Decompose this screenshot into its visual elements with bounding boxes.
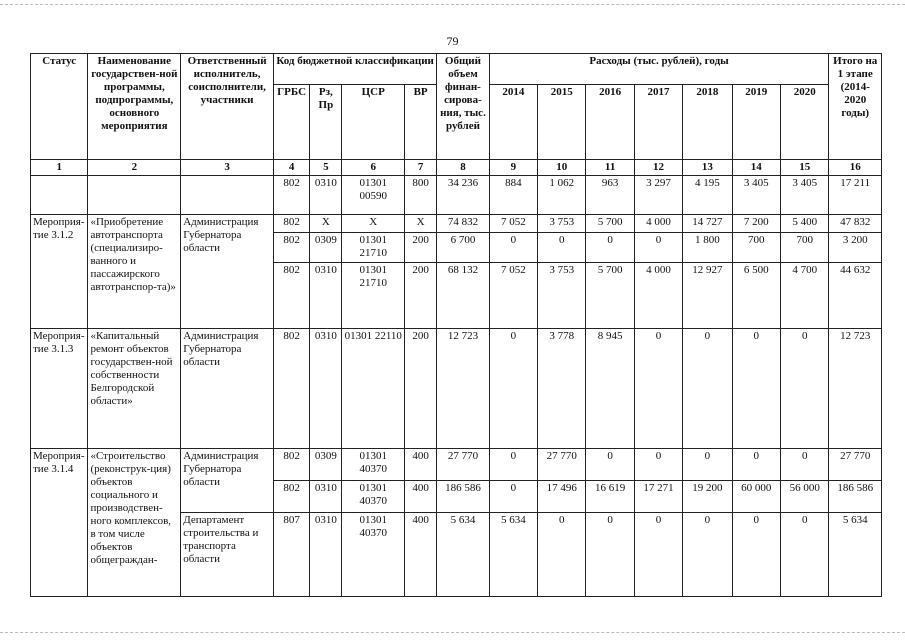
year-cell: 0: [489, 233, 537, 263]
column-number: 13: [683, 160, 732, 176]
budget-table: [30, 53, 882, 597]
year-cell: 60 000: [732, 481, 780, 513]
year-cell: 6 500: [732, 263, 780, 329]
year-cell: 0: [634, 233, 682, 263]
vr-cell: 400: [404, 513, 436, 597]
executor-cell: Администрация Губернатора области: [181, 215, 274, 329]
rz-cell: 0310: [310, 329, 342, 449]
status-cell: Мероприя-тие 3.1.2: [31, 215, 88, 329]
table-row: [31, 449, 882, 481]
year-cell: 16 619: [586, 481, 634, 513]
column-number: 15: [781, 160, 829, 176]
vr-cell: 200: [404, 263, 436, 329]
header-year: 2018: [683, 85, 732, 160]
year-cell: 5 700: [586, 215, 634, 233]
column-number: 2: [88, 160, 181, 176]
stage-total-cell: 3 200: [829, 233, 882, 263]
bottom-dashed-rule: [0, 632, 905, 634]
header-expenses: Расходы (тыс. рублей), годы: [489, 54, 829, 85]
header-program-name: Наименование государствен-ной программы, подпрограммы, основного мероприятия: [88, 54, 181, 160]
year-cell: 5 700: [586, 263, 634, 329]
executor-cell: [181, 176, 274, 215]
year-cell: 0: [781, 449, 829, 481]
year-cell: 14 727: [683, 215, 732, 233]
total-cell: 186 586: [437, 481, 489, 513]
year-cell: 0: [732, 329, 780, 449]
total-cell: 5 634: [437, 513, 489, 597]
column-number: 12: [634, 160, 682, 176]
year-cell: 0: [732, 449, 780, 481]
year-cell: 0: [489, 481, 537, 513]
vr-cell: Х: [404, 215, 436, 233]
rz-cell: 0309: [310, 233, 342, 263]
year-cell: 19 200: [683, 481, 732, 513]
rz-cell: 0309: [310, 449, 342, 481]
header-executor: Ответственный исполнитель, соисполнители, участники: [181, 54, 274, 160]
year-cell: 12 927: [683, 263, 732, 329]
table-row: [31, 176, 882, 215]
header-row-1: [31, 54, 882, 85]
page-number: 79: [446, 34, 459, 48]
year-cell: 27 770: [538, 449, 586, 481]
header-total-volume: Общий объем финан-сирова-ния, тыс. рублей: [437, 54, 489, 160]
program-name-cell: «Строительство (реконструк-ция) объектов социального и производствен-ного комплексов, в том числе объектов общеграждан-: [88, 449, 181, 597]
year-cell: 17 496: [538, 481, 586, 513]
csr-cell: 01301 22110: [342, 329, 405, 449]
year-cell: 0: [538, 513, 586, 597]
total-cell: 34 236: [437, 176, 489, 215]
vr-cell: 400: [404, 449, 436, 481]
rz-cell: 0310: [310, 176, 342, 215]
year-cell: 884: [489, 176, 537, 215]
vr-cell: 200: [404, 233, 436, 263]
total-cell: 27 770: [437, 449, 489, 481]
header-year: 2017: [634, 85, 682, 160]
year-cell: 8 945: [586, 329, 634, 449]
year-cell: 7 052: [489, 215, 537, 233]
year-cell: 0: [781, 329, 829, 449]
year-cell: 3 753: [538, 263, 586, 329]
vr-cell: 200: [404, 329, 436, 449]
rz-cell: 0310: [310, 513, 342, 597]
status-cell: Мероприя-тие 3.1.3: [31, 329, 88, 449]
stage-total-cell: 47 832: [829, 215, 882, 233]
header-vr: ВР: [404, 85, 436, 160]
stage-total-cell: 17 211: [829, 176, 882, 215]
year-cell: 0: [634, 329, 682, 449]
table-row: [31, 215, 882, 233]
stage-total-cell: 44 632: [829, 263, 882, 329]
grbs-cell: 802: [273, 329, 309, 449]
column-number: 3: [181, 160, 274, 176]
year-cell: 3 405: [781, 176, 829, 215]
program-name-cell: «Капитальный ремонт объектов государствен-ной собственности Белгородской области»: [88, 329, 181, 449]
header-year: 2020: [781, 85, 829, 160]
executor-cell: Администрация Губернатора области: [181, 329, 274, 449]
grbs-cell: 802: [273, 481, 309, 513]
column-number: 7: [404, 160, 436, 176]
grbs-cell: 802: [273, 176, 309, 215]
total-cell: 74 832: [437, 215, 489, 233]
column-number: 10: [538, 160, 586, 176]
year-cell: 700: [732, 233, 780, 263]
year-cell: 0: [538, 233, 586, 263]
column-number: 4: [273, 160, 309, 176]
year-cell: 7 200: [732, 215, 780, 233]
status-cell: [31, 176, 88, 215]
header-grbs: ГРБС: [273, 85, 309, 160]
rz-cell: 0310: [310, 481, 342, 513]
year-cell: 5 634: [489, 513, 537, 597]
year-cell: 0: [586, 233, 634, 263]
csr-cell: 01301 21710: [342, 233, 405, 263]
header-year: 2015: [538, 85, 586, 160]
vr-cell: 800: [404, 176, 436, 215]
csr-cell: 01301 00590: [342, 176, 405, 215]
column-number: 14: [732, 160, 780, 176]
grbs-cell: 807: [273, 513, 309, 597]
year-cell: 0: [781, 513, 829, 597]
year-cell: 4 000: [634, 263, 682, 329]
year-cell: 3 753: [538, 215, 586, 233]
column-number: 6: [342, 160, 405, 176]
year-cell: 0: [683, 449, 732, 481]
year-cell: 3 405: [732, 176, 780, 215]
year-cell: 3 778: [538, 329, 586, 449]
grbs-cell: 802: [273, 449, 309, 481]
stage-total-cell: 5 634: [829, 513, 882, 597]
column-number-row: [31, 160, 882, 176]
year-cell: 0: [634, 449, 682, 481]
grbs-cell: 802: [273, 233, 309, 263]
year-cell: 7 052: [489, 263, 537, 329]
column-number: 1: [31, 160, 88, 176]
total-cell: 12 723: [437, 329, 489, 449]
year-cell: 4 000: [634, 215, 682, 233]
header-stage-total: Итого на 1 этапе (2014-2020 годы): [829, 54, 882, 160]
header-year: 2016: [586, 85, 634, 160]
column-number: 8: [437, 160, 489, 176]
year-cell: 17 271: [634, 481, 682, 513]
program-name-cell: «Приобретение автотранспорта (специализиро-ванного и пассажирского автотранспор-та)»: [88, 215, 181, 329]
year-cell: 0: [634, 513, 682, 597]
vr-cell: 400: [404, 481, 436, 513]
stage-total-cell: 186 586: [829, 481, 882, 513]
year-cell: 700: [781, 233, 829, 263]
year-cell: 0: [489, 449, 537, 481]
total-cell: 68 132: [437, 263, 489, 329]
csr-cell: 01301 40370: [342, 449, 405, 481]
year-cell: 1 062: [538, 176, 586, 215]
executor-cell: Департамент строительства и транспорта области: [181, 513, 274, 597]
csr-cell: 01301 40370: [342, 513, 405, 597]
rz-cell: 0310: [310, 263, 342, 329]
column-number: 5: [310, 160, 342, 176]
header-budget-code: Код бюджетной классификации: [273, 54, 436, 85]
header-csr: ЦСР: [342, 85, 405, 160]
table-row: [31, 329, 882, 449]
grbs-cell: 802: [273, 215, 309, 233]
year-cell: 3 297: [634, 176, 682, 215]
year-cell: 56 000: [781, 481, 829, 513]
header-status: Статус: [31, 54, 88, 160]
header-rz-pr: Рз, Пр: [310, 85, 342, 160]
total-cell: 6 700: [437, 233, 489, 263]
csr-cell: 01301 21710: [342, 263, 405, 329]
year-cell: 0: [732, 513, 780, 597]
executor-cell: Администрация Губернатора области: [181, 449, 274, 513]
year-cell: 1 800: [683, 233, 732, 263]
rz-cell: Х: [310, 215, 342, 233]
year-cell: 0: [683, 513, 732, 597]
year-cell: 5 400: [781, 215, 829, 233]
top-dashed-rule: [0, 4, 905, 6]
year-cell: 4 700: [781, 263, 829, 329]
year-cell: 0: [586, 513, 634, 597]
year-cell: 0: [489, 329, 537, 449]
column-number: 9: [489, 160, 537, 176]
header-year: 2014: [489, 85, 537, 160]
csr-cell: Х: [342, 215, 405, 233]
year-cell: 4 195: [683, 176, 732, 215]
column-number: 11: [586, 160, 634, 176]
year-cell: 963: [586, 176, 634, 215]
year-cell: 0: [683, 329, 732, 449]
status-cell: Мероприя-тие 3.1.4: [31, 449, 88, 597]
csr-cell: 01301 40370: [342, 481, 405, 513]
stage-total-cell: 27 770: [829, 449, 882, 481]
year-cell: 0: [586, 449, 634, 481]
program-name-cell: [88, 176, 181, 215]
header-year: 2019: [732, 85, 780, 160]
stage-total-cell: 12 723: [829, 329, 882, 449]
column-number: 16: [829, 160, 882, 176]
grbs-cell: 802: [273, 263, 309, 329]
